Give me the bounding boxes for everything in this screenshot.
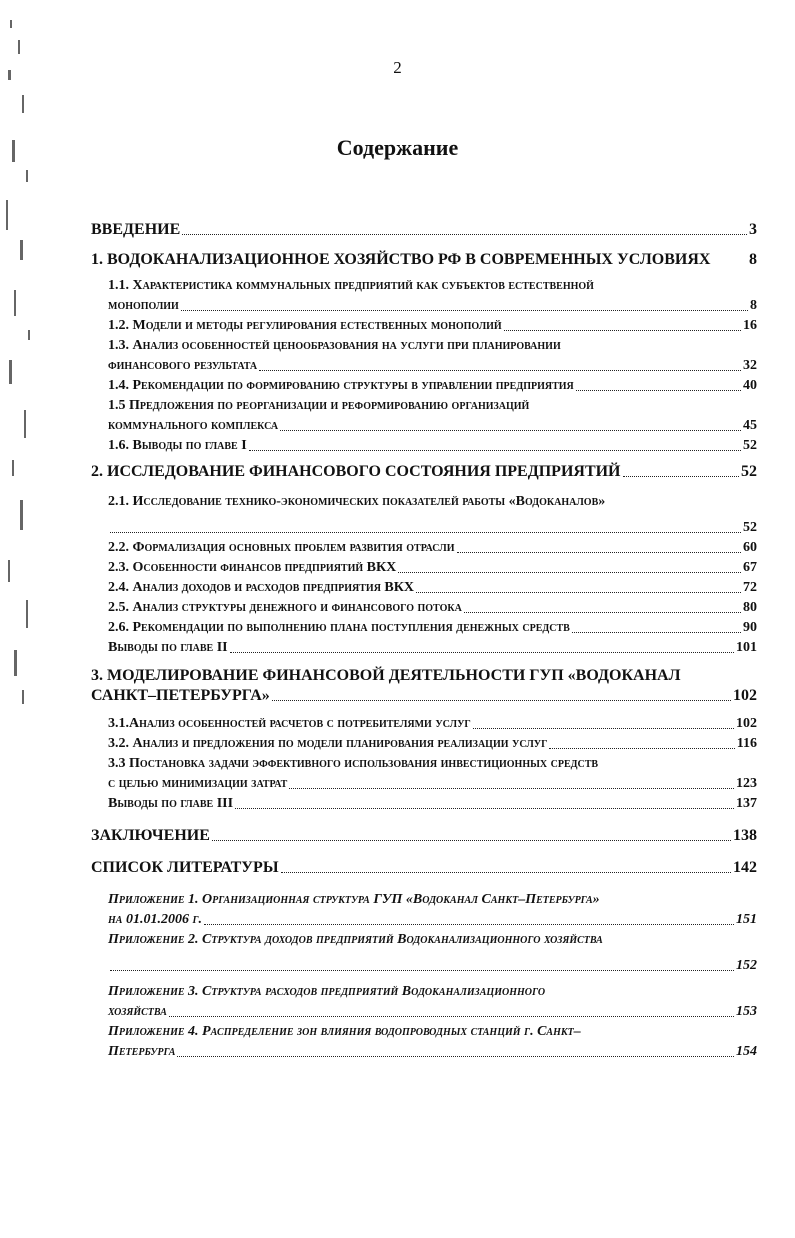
toc-entry-text: 2.3. Особенности финансов предприятий ВКХ — [108, 560, 397, 575]
toc-entry-page: 32 — [743, 358, 757, 373]
toc-entry-text: ВВЕДЕНИЕ — [91, 221, 181, 238]
toc-entry-appendix-1[interactable] — [91, 890, 757, 930]
toc-entry-text-line1: 1.1. Характеристика коммунальных предприятий как субъектов естественной — [108, 278, 594, 293]
page-number: 2 — [393, 58, 402, 77]
toc-entry-1-4[interactable] — [91, 376, 757, 396]
toc-entry-page: 138 — [733, 827, 757, 844]
toc-entry-text: 2.4. Анализ доходов и расходов предприятия ВКХ — [108, 580, 415, 595]
toc-entry-2-2[interactable] — [91, 538, 757, 558]
toc-entry-text: Петербурга — [108, 1044, 176, 1059]
table-of-contents — [91, 220, 757, 1062]
toc-entry-text-line1: Приложение 3. Структура расходов предприятий Водоканализационного — [108, 984, 546, 999]
toc-entry-text: 2.6. Рекомендации по выполнению плана поступления денежных средств — [108, 620, 570, 635]
toc-entry-text-line1: Приложение 1. Организационная структура ГУП «Водоканал Санкт–Петербурга» — [108, 892, 600, 907]
toc-entry-text: с целью минимизации затрат — [108, 776, 288, 791]
toc-entry-page: 45 — [743, 418, 757, 433]
toc-entry-chapter-2[interactable] — [91, 462, 757, 482]
toc-entry-page: 3 — [749, 221, 757, 238]
toc-entry-text: 2.5. Анализ структуры денежного и финансового потока — [108, 600, 462, 615]
toc-entry-page: 67 — [743, 560, 757, 575]
toc-entry-text: 3.1.Анализ особенностей расчетов с потребителями услуг — [108, 716, 471, 731]
toc-entry-appendix-3[interactable] — [91, 982, 757, 1022]
toc-entry-page: 60 — [743, 540, 757, 555]
toc-entry-text: САНКТ–ПЕТЕРБУРГА» — [91, 687, 270, 704]
toc-entry-2-3[interactable] — [91, 558, 757, 578]
toc-entry-text-line1: Приложение 2. Структура доходов предприятий Водоканализационного хозяйства — [108, 932, 603, 947]
toc-entry-2-5[interactable] — [91, 598, 757, 618]
toc-entry-text: СПИСОК ЛИТЕРАТУРЫ — [91, 859, 279, 876]
toc-entry-3-2[interactable] — [91, 734, 757, 754]
toc-entry-3-3[interactable] — [91, 754, 757, 794]
toc-entry-text: 1. ВОДОКАНАЛИЗАЦИОННОЕ ХОЗЯЙСТВО РФ В СОВРЕМЕННЫХ УСЛОВИЯХ — [91, 251, 711, 268]
toc-entry-2-4[interactable] — [91, 578, 757, 598]
toc-entry-appendix-4[interactable] — [91, 1022, 757, 1062]
toc-entry-intro[interactable] — [91, 220, 757, 240]
toc-entry-page: 101 — [736, 640, 757, 655]
toc-entry-text: коммунального комплекса — [108, 418, 279, 433]
toc-entry-1-5[interactable] — [91, 396, 757, 436]
toc-entry-page: 72 — [743, 580, 757, 595]
toc-entry-2-conclusions[interactable] — [91, 638, 757, 658]
toc-entry-text-line1: 2.1. Исследование технико-экономических показателей работы «Водоканалов» — [108, 494, 606, 509]
toc-entry-page: 16 — [743, 318, 757, 333]
toc-entry-page: 102 — [736, 716, 757, 731]
scan-noise-left-margin — [0, 0, 40, 720]
toc-entry-2-6[interactable] — [91, 618, 757, 638]
toc-entry-page: 151 — [736, 912, 757, 927]
toc-entry-text: Выводы по главе III — [108, 796, 234, 811]
toc-entry-page: 52 — [743, 520, 757, 535]
toc-title: Содержание — [336, 135, 459, 160]
toc-entry-page: 52 — [743, 438, 757, 453]
toc-entry-text-line1: 3. МОДЕЛИРОВАНИЕ ФИНАНСОВОЙ ДЕЯТЕЛЬНОСТИ ГУП «ВОДОКАНАЛ — [91, 667, 681, 684]
toc-entry-text: 2.2. Формализация основных проблем развития отрасли — [108, 540, 455, 555]
toc-entry-page: 142 — [733, 859, 757, 876]
toc-entry-text: Выводы по главе II — [108, 640, 228, 655]
toc-entry-page: 137 — [736, 796, 757, 811]
toc-entry-text: 3.2. Анализ и предложения по модели планирования реализации услуг — [108, 736, 548, 751]
toc-entry-page: 123 — [736, 776, 757, 791]
toc-entry-references[interactable] — [91, 858, 757, 878]
toc-entry-3-1[interactable] — [91, 714, 757, 734]
toc-entry-text: финансового результата — [108, 358, 258, 373]
toc-entry-text: монополии — [108, 298, 179, 313]
toc-entry-conclusion[interactable] — [91, 826, 757, 846]
toc-entry-page: 8 — [750, 298, 757, 313]
toc-entry-page: 52 — [741, 463, 757, 480]
toc-entry-page: 116 — [736, 736, 757, 751]
toc-entry-text-line1: Приложение 4. Распределение зон влияния водопроводных станций г. Санкт– — [108, 1024, 581, 1039]
toc-entry-text: 2. ИССЛЕДОВАНИЕ ФИНАНСОВОГО СОСТОЯНИЯ ПРЕДПРИЯТИЙ — [91, 463, 621, 480]
toc-entry-1-1[interactable] — [91, 276, 757, 316]
toc-entry-1-3[interactable] — [91, 336, 757, 376]
toc-entry-text: 1.2. Модели и методы регулирования естественных монополий — [108, 318, 502, 333]
toc-entry-1-6[interactable] — [91, 436, 757, 456]
toc-entry-1-2[interactable] — [91, 316, 757, 336]
toc-entry-text-line1: 1.3. Анализ особенностей ценообразования на услуги при планировании — [108, 338, 561, 353]
toc-entry-text: 1.6. Выводы по главе I — [108, 438, 247, 453]
toc-entry-page: 152 — [736, 958, 757, 973]
toc-entry-2-1[interactable] — [91, 492, 757, 538]
toc-entry-text: ЗАКЛЮЧЕНИЕ — [91, 827, 210, 844]
toc-entry-chapter-3[interactable] — [91, 666, 757, 706]
toc-entry-appendix-2[interactable] — [91, 930, 757, 976]
toc-entry-text: на 01.01.2006 г. — [108, 912, 202, 927]
toc-entry-chapter-1[interactable] — [91, 250, 757, 270]
toc-entry-text: хозяйства — [108, 1004, 167, 1019]
toc-entry-text-line1: 1.5 Предложения по реорганизации и реформированию организаций — [108, 398, 530, 413]
toc-entry-page: 102 — [733, 687, 757, 704]
toc-entry-page: 8 — [749, 251, 757, 268]
toc-entry-3-conclusions[interactable] — [91, 794, 757, 814]
toc-entry-page: 154 — [736, 1044, 757, 1059]
toc-entry-text: 1.4. Рекомендации по формированию структуры в управлении предприятия — [108, 378, 574, 393]
toc-entry-page: 153 — [736, 1004, 757, 1019]
toc-entry-page: 40 — [743, 378, 757, 393]
toc-entry-page: 80 — [743, 600, 757, 615]
toc-entry-text-line1: 3.3 Постановка задачи эффективного использования инвестиционных средств — [108, 756, 599, 771]
toc-entry-page: 90 — [743, 620, 757, 635]
